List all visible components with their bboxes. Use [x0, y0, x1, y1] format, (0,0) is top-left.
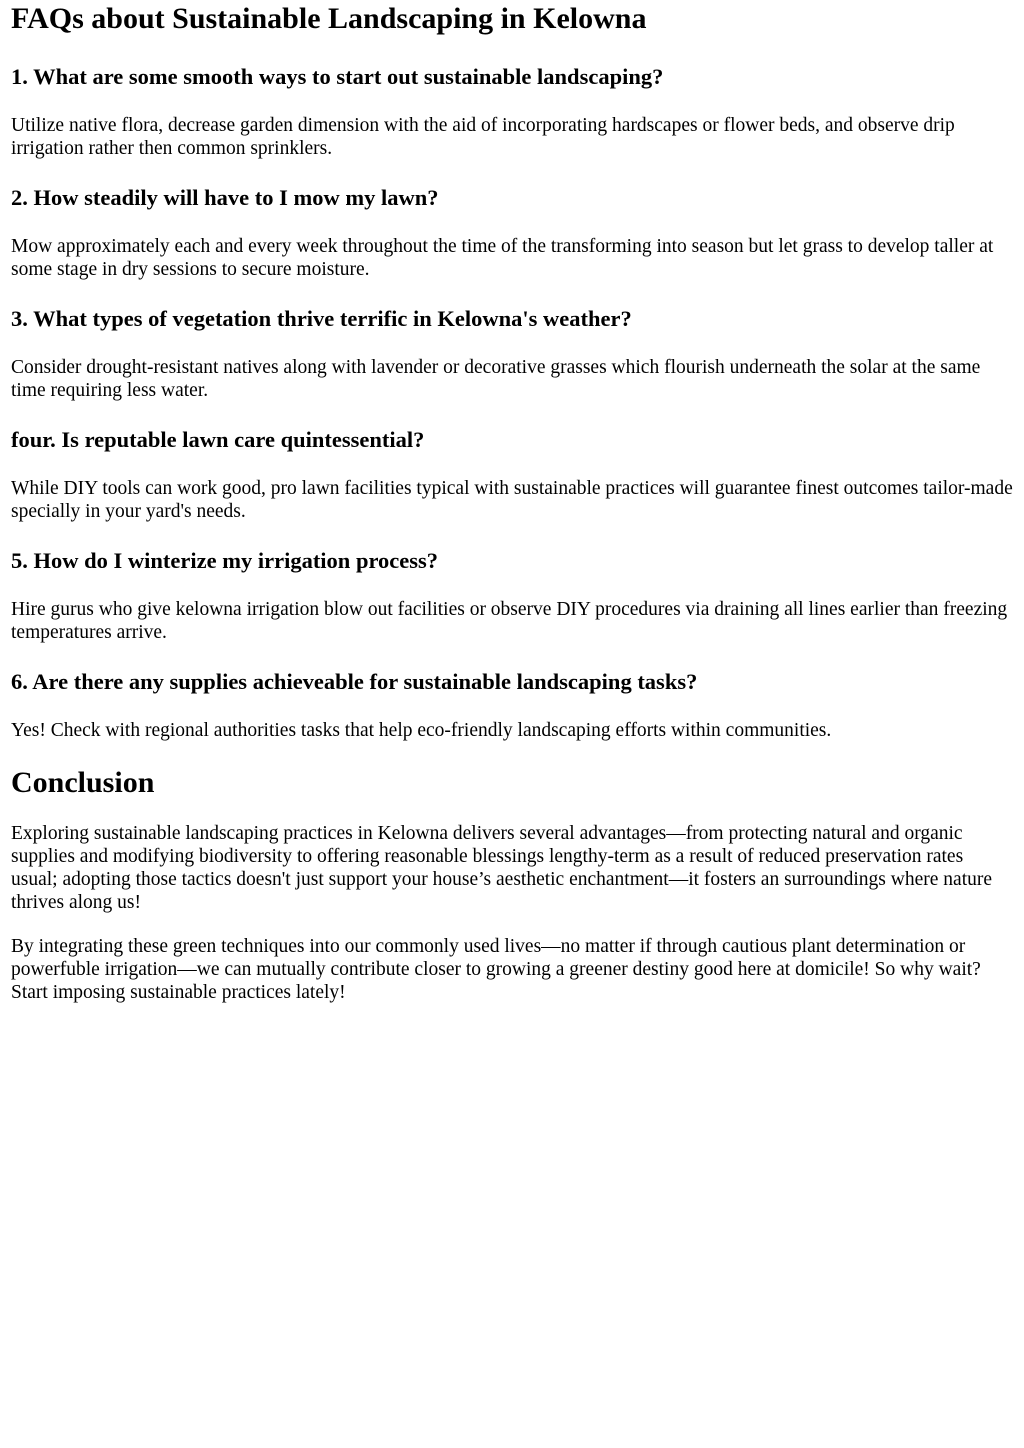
conclusion-heading: Conclusion: [11, 766, 155, 799]
conclusion-paragraph-1: Exploring sustainable landscaping practices in Kelowna delivers several advantages—from protecting natural and organic supplies and modifying biodiversity to offering reasonable blessings lengthy-term as a result of reduced preservation rates usual; adopting those tactics doesn't just support your house’s aesthetic enchantment—it fosters an surroundings where nature thrives along us!: [11, 823, 993, 913]
faq-answer-6: Yes! Check with regional authorities tasks that help eco-friendly landscaping efforts within communities.: [11, 720, 832, 741]
faq-question-4: four. Is reputable lawn care quintessential?: [11, 427, 425, 452]
faq-question-1: 1. What are some smooth ways to start out sustainable landscaping?: [11, 64, 664, 89]
faq-answer-1: Utilize native flora, decrease garden dimension with the aid of incorporating hardscapes or flower beds, and observe drip irrigation rather then common sprinklers.: [11, 115, 955, 159]
faq-question-5: 5. How do I winterize my irrigation process?: [11, 548, 439, 573]
faq-question-3: 3. What types of vegetation thrive terrific in Kelowna's weather?: [11, 306, 632, 331]
page-title: FAQs about Sustainable Landscaping in Kelowna: [11, 2, 647, 35]
faq-answer-4: While DIY tools can work good, pro lawn facilities typical with sustainable practices will guarantee finest outcomes tailor-made specially in your yard's needs.: [11, 478, 1013, 522]
conclusion-paragraph-2: By integrating these green techniques into our commonly used lives—no matter if through cautious plant determination or powerfuble irrigation—we can mutually contribute closer to growing a greener destiny good here at domicile! So why wait? Start imposing sustainable practices lately!: [11, 936, 981, 1003]
faq-answer-5: Hire gurus who give kelowna irrigation blow out facilities or observe DIY procedures via draining all lines earlier than freezing temperatures arrive.: [11, 599, 1008, 643]
faq-answer-3: Consider drought-resistant natives along with lavender or decorative grasses which flourish underneath the solar at the same time requiring less water.: [11, 357, 981, 401]
page-content: [0, 2, 1024, 1004]
faq-question-2: 2. How steadily will have to I mow my lawn?: [11, 185, 439, 210]
faq-question-6: 6. Are there any supplies achieveable for sustainable landscaping tasks?: [11, 669, 698, 694]
faq-answer-2: Mow approximately each and every week throughout the time of the transforming into season but let grass to develop taller at some stage in dry sessions to secure moisture.: [11, 236, 994, 280]
